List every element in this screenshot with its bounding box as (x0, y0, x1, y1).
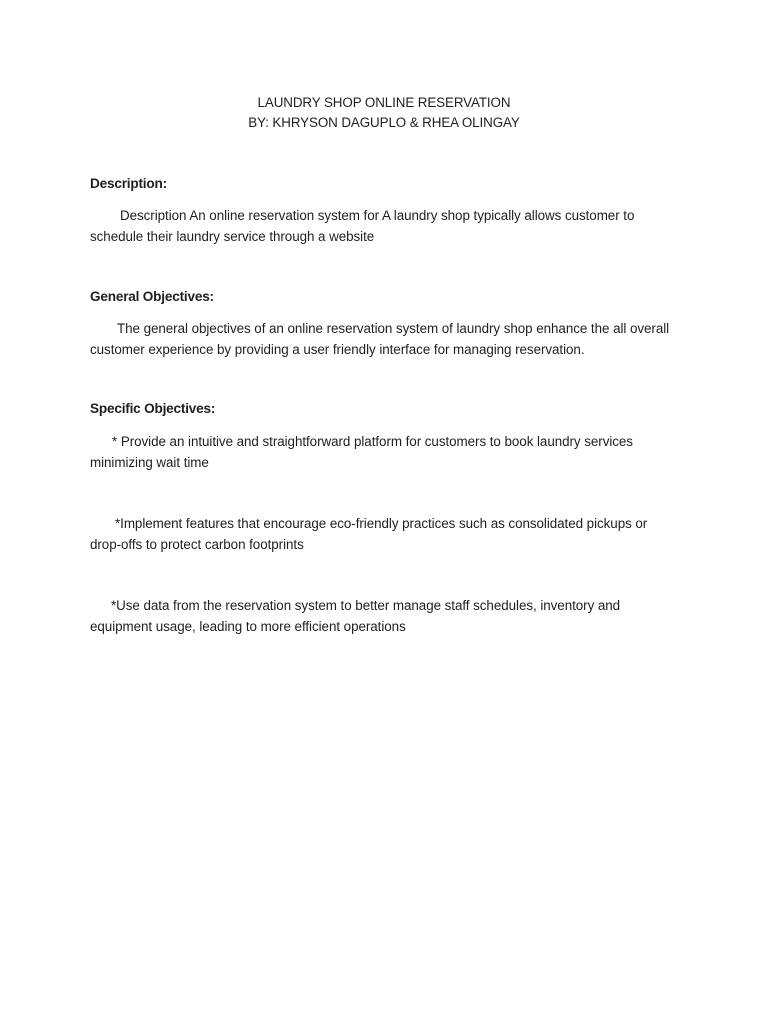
specific-objective-item-2: *Implement features that encourage eco-friendly practices such as consolidated pickups or drop-offs to protect carbon footprints (90, 516, 648, 552)
description-heading: Description: (90, 176, 167, 191)
specific-objective-item-1: * Provide an intuitive and straightforward platform for customers to book laundry services minimizing wait time (90, 434, 633, 470)
title-line-2: BY: KHRYSON DAGUPLO & RHEA OLINGAY (248, 115, 520, 130)
title-line-1: LAUNDRY SHOP ONLINE RESERVATION (257, 95, 511, 110)
document-title (0, 93, 768, 133)
specific-objective-item-3: *Use data from the reservation system to better manage staff schedules, inventory and equipment usage, leading to more efficient operations (90, 598, 621, 634)
general-objectives-heading: General Objectives: (90, 289, 214, 304)
general-objectives-paragraph: The general objectives of an online reservation system of laundry shop enhance the all overall customer experience by providing a user friendly interface for managing reservation. (90, 321, 670, 357)
description-paragraph: Description An online reservation system for A laundry shop typically allows customer to schedule their laundry service through a website (90, 208, 635, 244)
specific-objectives-heading: Specific Objectives: (90, 401, 216, 416)
